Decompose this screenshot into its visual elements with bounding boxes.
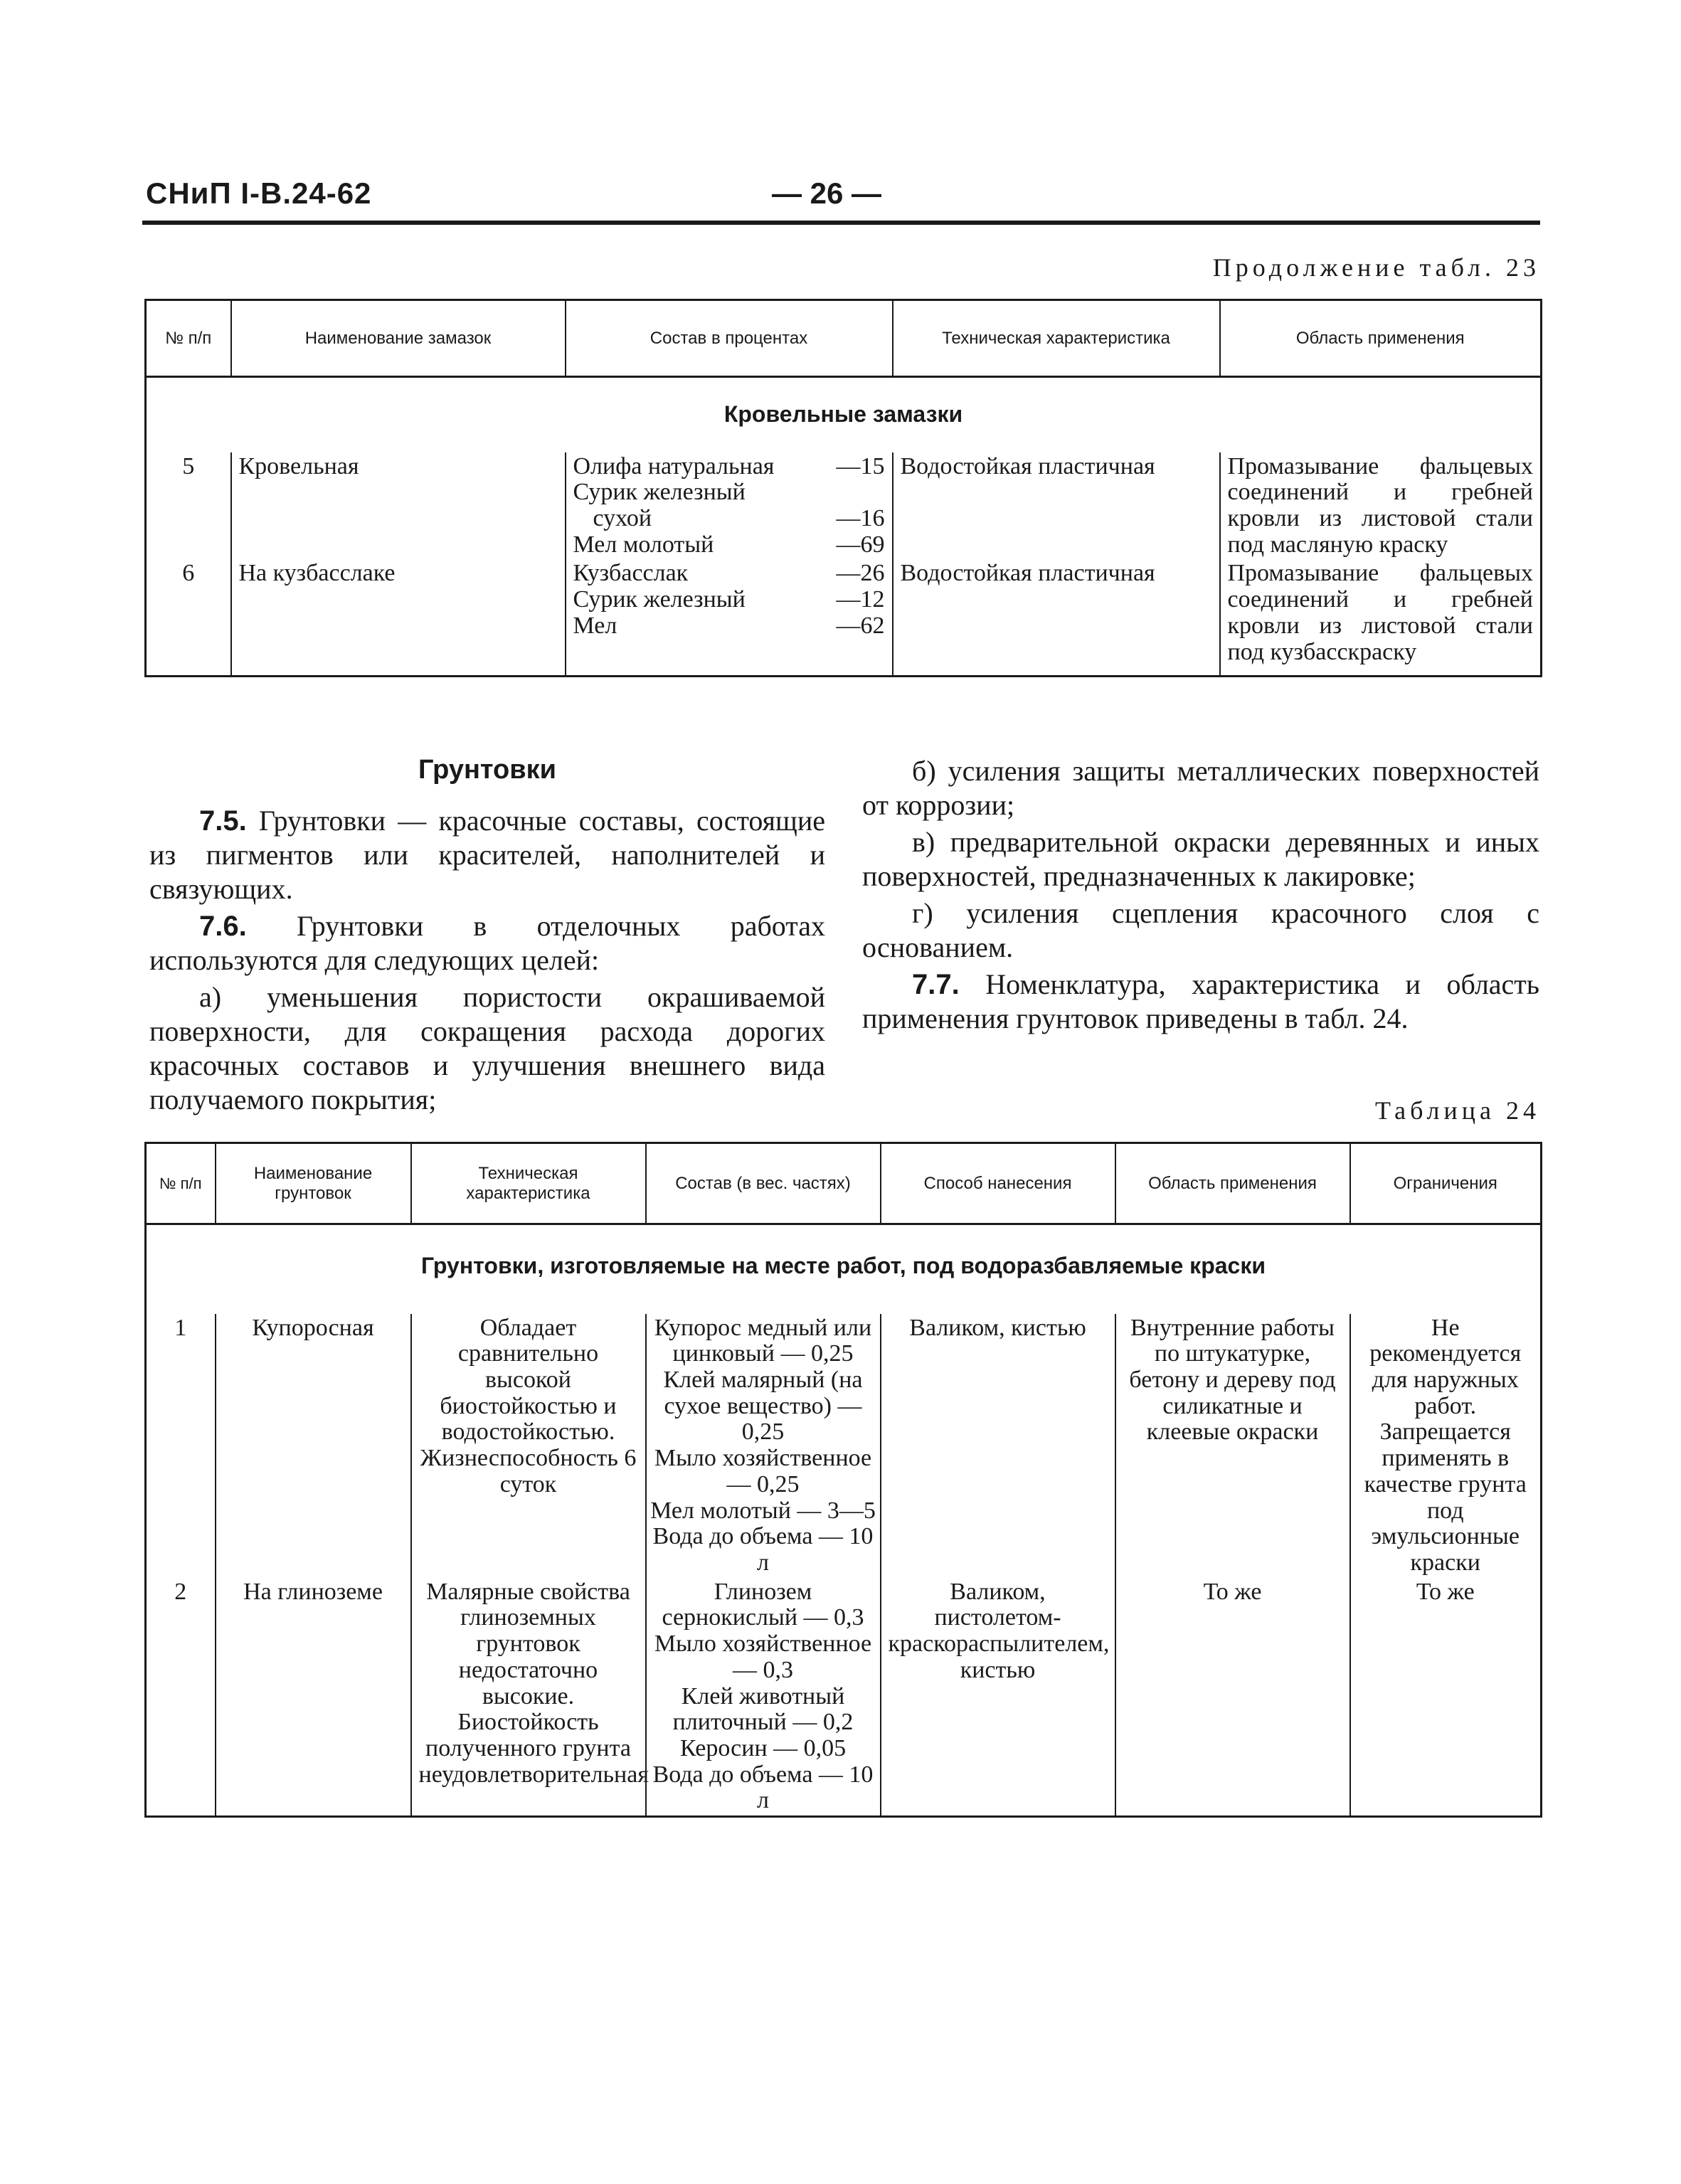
section-title: Грунтовки, изготовляемые на месте работ, под водоразбавляемые краски	[146, 1224, 1542, 1314]
col-header-tech: Техническая характеристика	[893, 300, 1220, 377]
page-number: — 26 —	[772, 176, 882, 210]
table-row	[146, 1578, 1542, 1817]
row-area: Промазывание фальцевых соединений и гребней кровли из листовой стали под масляную краску	[1220, 452, 1542, 560]
comp-item: Керосин — 0,05	[679, 1735, 847, 1762]
section-heading: Грунтовки	[418, 755, 556, 785]
comp-item: Сурик железный	[573, 479, 746, 506]
paragraph-v: в) предварительной окраски деревянных и иных поверхностей, предназначенных к лакировке;	[862, 826, 1539, 892]
row-area: Промазывание фальцевых соединений и гребней кровли из листовой стали под кузбасскраску	[1220, 559, 1542, 676]
comp-item: сухой	[593, 504, 652, 531]
comp-item: Кузбасслак	[573, 560, 689, 587]
table24-caption: Таблица 24	[1375, 1096, 1540, 1125]
comp-item: Мел молотый	[573, 531, 714, 558]
section-title: Кровельные замазки	[146, 377, 1542, 452]
comp-value: —16	[836, 504, 885, 531]
text-column-right	[862, 754, 1539, 1039]
comp-item: Мыло хозяйственное — 0,3	[654, 1631, 872, 1683]
header-rule	[142, 221, 1540, 225]
row-name: Купоросная	[216, 1314, 411, 1578]
row-tech: Водостойкая пластичная	[893, 559, 1220, 676]
table-row	[146, 452, 1542, 560]
comp-value: —15	[836, 452, 885, 479]
table-row	[146, 559, 1542, 676]
col-header-method: Способ нанесения	[881, 1143, 1115, 1224]
row-name: Кровельная	[231, 452, 566, 560]
comp-item: Глинозем сернокислый — 0,3	[662, 1578, 864, 1631]
row-name: На глиноземе	[216, 1578, 411, 1817]
table-24	[144, 1142, 1542, 1818]
table-23	[144, 299, 1542, 677]
comp-item: Клей малярный (на сухое вещество) — 0,25	[663, 1366, 863, 1446]
comp-item: Мел молотый — 3—5	[650, 1497, 876, 1524]
col-header-composition: Состав (в вес. частях)	[646, 1143, 881, 1224]
comp-item: Вода до объема — 10 л	[652, 1761, 874, 1814]
row-num: 5	[146, 452, 231, 560]
comp-value: —26	[836, 560, 885, 587]
col-header-num: № п/п	[146, 300, 231, 377]
paragraph-7-7: 7.7. Номенклатура, характеристика и область применения грунтовок приведены в табл. 24.	[862, 968, 1540, 1034]
col-header-composition: Состав в процентах	[566, 300, 893, 377]
row-area: То же	[1115, 1578, 1350, 1817]
row-composition	[566, 559, 893, 676]
paragraph-b: б) усиления защиты металлических поверхностей от коррозии;	[862, 755, 1539, 821]
row-tech: Водостойкая пластичная	[893, 452, 1220, 560]
comp-value: —12	[836, 586, 885, 613]
row-limits: То же	[1350, 1578, 1542, 1817]
row-composition	[646, 1314, 881, 1578]
document-code: СНиП I-В.24-62	[146, 176, 372, 210]
row-name: На кузбасслаке	[231, 559, 566, 676]
comp-item: Сурик железный	[573, 586, 746, 613]
col-header-limits: Ограничения	[1350, 1143, 1542, 1224]
col-header-num: № п/п	[146, 1143, 216, 1224]
text-column-left	[149, 754, 825, 1120]
comp-item: Мел	[573, 612, 617, 639]
col-header-name: Наименование грунтовок	[216, 1143, 411, 1224]
comp-item: Олифа натуральная	[573, 452, 775, 479]
comp-item: Клей животный плиточный — 0,2	[672, 1682, 854, 1736]
paragraph-7-5: 7.5. Грунтовки — красочные составы, состоящие из пигментов или красителей, наполнителей и связующих.	[149, 804, 825, 905]
row-tech: Обладает сравнительно высокой биостойкостью и водостойкостью. Жизнеспособность 6 суток	[411, 1314, 646, 1578]
col-header-tech: Техническая характеристика	[411, 1143, 646, 1224]
col-header-area: Область применения	[1115, 1143, 1350, 1224]
row-method: Валиком, кистью	[881, 1314, 1115, 1578]
row-composition	[566, 452, 893, 560]
row-num: 2	[146, 1578, 216, 1817]
table-row	[146, 1314, 1542, 1578]
comp-value: —62	[836, 612, 885, 639]
comp-value: —69	[836, 531, 885, 558]
comp-item: Купорос медный или цинковый — 0,25	[654, 1314, 872, 1367]
col-header-area: Область применения	[1220, 300, 1542, 377]
comp-item: Вода до объема — 10 л	[652, 1523, 874, 1576]
row-method: Валиком, пистолетом-краскораспылителем, кистью	[881, 1578, 1115, 1817]
row-limits: Не рекомендуется для наружных работ. Запрещается применять в качестве грунта под эмульсионные краски	[1350, 1314, 1542, 1578]
row-area: Внутренние работы по штукатурке, бетону и дереву под силикатные и клеевые окраски	[1115, 1314, 1350, 1578]
row-num: 1	[146, 1314, 216, 1578]
paragraph-7-6: 7.6. Грунтовки в отделочных работах используются для следующих целей:	[149, 909, 825, 976]
row-composition	[646, 1578, 881, 1817]
row-tech: Малярные свойства глиноземных грунтовок недостаточно высокие. Биостойкость полученного грунта неудовлетворительная	[411, 1578, 646, 1817]
table23-caption: Продолжение табл. 23	[1212, 253, 1540, 282]
paragraph-a: а) уменьшения пористости окрашиваемой поверхности, для сокращения расхода дорогих красочных составов и улучшения внешнего вида получаемого покрытия;	[149, 980, 825, 1115]
row-num: 6	[146, 559, 231, 676]
col-header-name: Наименование замазок	[231, 300, 566, 377]
paragraph-g: г) усиления сцепления красочного слоя с основанием.	[862, 897, 1539, 963]
comp-item: Мыло хозяйственное — 0,25	[654, 1445, 872, 1497]
